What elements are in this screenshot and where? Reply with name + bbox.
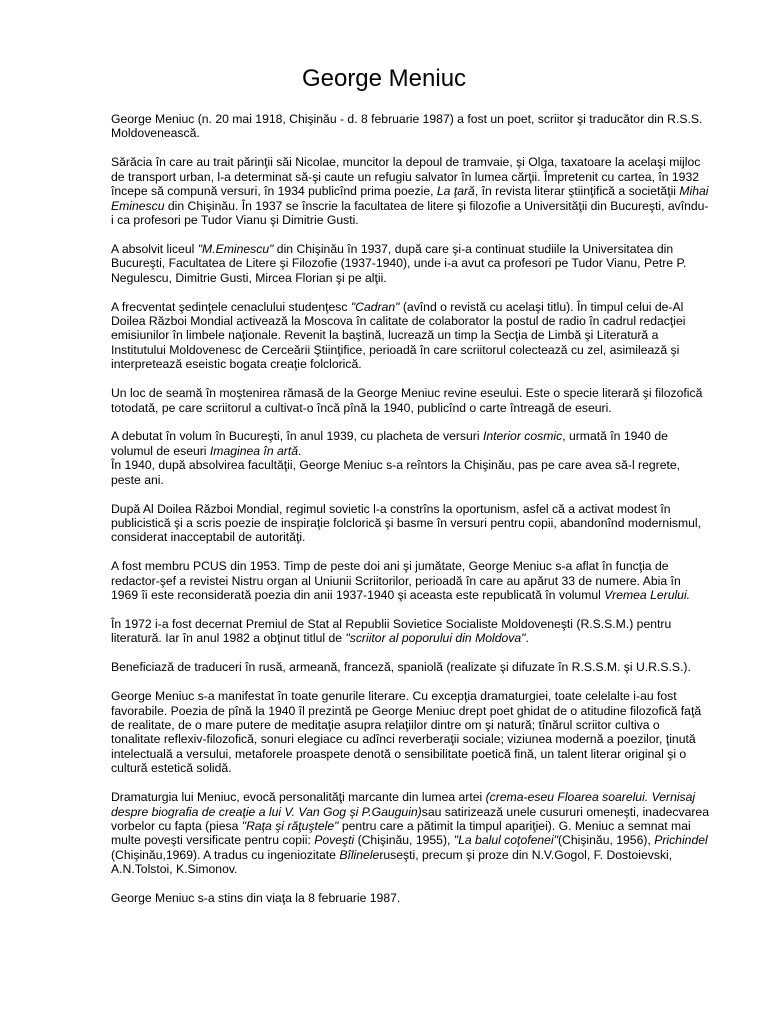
paragraph: [111, 559, 710, 602]
italic-text: Interior cosmic: [482, 429, 563, 444]
paragraph: [111, 617, 710, 646]
page-title: George Meniuc: [301, 65, 467, 92]
paragraph: [111, 689, 710, 775]
paragraph: [111, 429, 710, 487]
text-run: (Chişinău,1969). A tradus cu ingeniozitate: [111, 847, 340, 862]
text-run: Sărăcia în care au trait părinţii săi Nicolae, muncitor la depoul de tramvaie, şi Olga, taxatoare la acelaşi mijloc de transport urban, l-a determinat să-şi caute un refugiu salvator în lumea cărţii. Împretenit cu cartea, în 1932 începe să compună versuri, în 1934 publicînd prima poezie,: [111, 155, 701, 199]
text-run: A frecventat şedinţele cenaclului studenţesc: [111, 299, 351, 314]
italic-text: "scriitor al poporului din Moldova": [345, 631, 526, 646]
paragraph: [111, 242, 710, 285]
text-run: A absolvit liceul: [111, 241, 198, 256]
italic-text: Imaginea în artă: [209, 443, 298, 458]
paragraph: [111, 155, 710, 227]
paragraph: [111, 891, 710, 905]
italic-text: (crema-eseu Floarea soarelui. Vernisaj despre biografia de creaţie a lui V. Van Gog şi P.Gauguin): [111, 790, 696, 819]
text-run: Un loc de seamă în moştenirea rămasă de la George Meniuc revine eseului. Este o specie literară şi filozofică totodată, pe care scriitorul a cultivat-o încă pînă la 1940, publicînd o carte întreagă de eseuri.: [111, 386, 703, 415]
paragraph: [111, 300, 710, 372]
text-run: În 1972 i-a fost decernat Premiul de Stat al Republii Sovietice Socialiste Moldoveneşti (R.S.S.M.) pentru literatură. Iar în anul 1982 a obţinut titlul de: [111, 616, 672, 646]
paragraph: [111, 386, 710, 415]
text-run: După Al Doilea Război Mondial, regimul sovietic l-a constrîns la oportunism, asfel că a activat modest în publicistică şi a scris poezie de inspiraţie folclorică şi basme în versuri pentru copii, abandonînd modernismul, considerat inacceptabil de autorităţi.: [111, 501, 702, 545]
text-run: A fost membru PCUS din 1953. Timp de peste doi ani şi jumătate, George Meniuc s-a aflat în funcţia de redactor-şef a revistei Nistru organ al Uniunii Scriitorilor, perioadă în care au apărut 33 de numere. Abia în 1969 îi este reconsiderată poezia din anii 1937-1940 şi aceasta este republicată în volumul: [111, 559, 681, 603]
text-run: .: [297, 443, 302, 458]
italic-text: "La balul coţofenei": [453, 833, 558, 848]
text-run: Dramaturgia lui Meniuc, evocă personalităţi marcante din lumea artei: [111, 790, 486, 805]
italic-text: Poveşti: [314, 833, 355, 848]
italic-text: "M.Eminescu": [197, 241, 274, 256]
italic-text: "Raţa şi răţuştele": [241, 818, 339, 833]
text-run: sau satirizează unele cusururi omeneşti, inadecvarea vorbelor cu fapta (piesa: [111, 804, 709, 833]
text-run: În 1940, după absolvirea facultăţii, George Meniuc s-a reîntors la Chişinău, pas pe care avea să-l regrete, peste ani.: [111, 458, 681, 487]
italic-text: Mihai Eminescu: [111, 184, 709, 213]
italic-text: La ţară: [436, 184, 475, 199]
text-run: din Chişinău. În 1937 se înscrie la facultatea de litere şi filozofie a Universităţii din Bucureşti, avîndu-i ca profesori pe Tudor Vianu şi Dimitrie Gusti.: [111, 198, 709, 227]
italic-text: Prichindel: [654, 833, 708, 848]
text-run: George Meniuc (n. 20 mai 1918, Chişinău - d. 8 februarie 1987) a fost un poet, scriitor şi traducător din R.S.S. Moldovenească.: [111, 112, 703, 141]
italic-text: Vremea Lerului.: [604, 588, 691, 603]
text-run: George Meniuc s-a manifestat în toate genurile literare. Cu excepţia dramaturgiei, toate celelalte i-au fost favorabile. Poezia de pînă la 1940 îl prezintă pe George Meniuc drept poet ghidat de o atitudine filozofică faţă de realitate, de o mare putere de meditaţie asupra relaţiilor dintre om şi natură; tînărul scriitor cultiva o tonalitate reflexiv-filozofică, sonuri elegiace cu adînci reverberaţii sociale; viziunea modernă a poezilor, ţinută intelectuală a versului, metaforele proaspete denotă o sensibilitate poetică fină, un talent literar original şi o cultură estetică solidă.: [111, 689, 702, 776]
text-run: , în revista literar ştiinţifică a societăţii: [474, 184, 680, 199]
text-run: din Chişinău în 1937, după care şi-a continuat studiile la Universitatea din Bucureşti, Facultatea de Litere şi Filozofie (1937-1940), unde i-a avut ca profesori pe Tudor Vianu, Petre P. Negulescu, Dimitrie Gusti, Mircea Florian şi pe alţii.: [111, 241, 687, 285]
italic-text: Bîlinele: [339, 847, 380, 862]
paragraph: [111, 502, 710, 545]
text-run: (Chişinău, 1956),: [557, 833, 655, 848]
text-run: , urmată în 1940 de volumul de eseuri: [111, 429, 668, 458]
text-run: George Meniuc s-a stins din viaţa la 8 februarie 1987.: [111, 891, 401, 906]
text-run: pentru care a pătimit la timpul apariţiei). G. Meniuc a semnat mai multe poveşti versificate pentru copii:: [111, 818, 691, 848]
paragraph: [111, 112, 710, 141]
italic-text: "Cadran": [350, 299, 400, 314]
text-run: Beneficiază de traduceri în rusă, armeană, franceză, spaniolă (realizate şi difuzate în R.S.S.M. şi U.R.S.S.).: [111, 660, 691, 675]
paragraph: [111, 790, 710, 876]
paragraph: [111, 660, 710, 674]
text-run: .: [525, 631, 529, 646]
document-body: [111, 112, 710, 905]
text-run: (Chişinău, 1955),: [354, 833, 454, 848]
text-run: ruseşti, precum şi proze din N.V.Gogol, F. Dostoievski, A.N.Tolstoi, K.Simonov.: [111, 847, 673, 877]
text-run: (avînd o revistă cu acelaşi titlu). În timpul celui de-Al Doilea Război Mondial activează la Moscova în calitate de colaborator la postul de radio în cadrul redacţiei emisiunilor în limbele naţionale. Revenit la baştină, lucrează un timp la Secţia de Limbă şi Literatură a Institutului Moldovenesc de Cercеărіі Ştiinţifice, perioadă în care scriitorul colectează cu zel, asimilează şi interpretează eseistic bogata creaţie folclorică.: [111, 299, 686, 372]
text-run: A debutat în volum în Bucureşti, în anul 1939, cu placheta de versuri: [111, 429, 483, 444]
